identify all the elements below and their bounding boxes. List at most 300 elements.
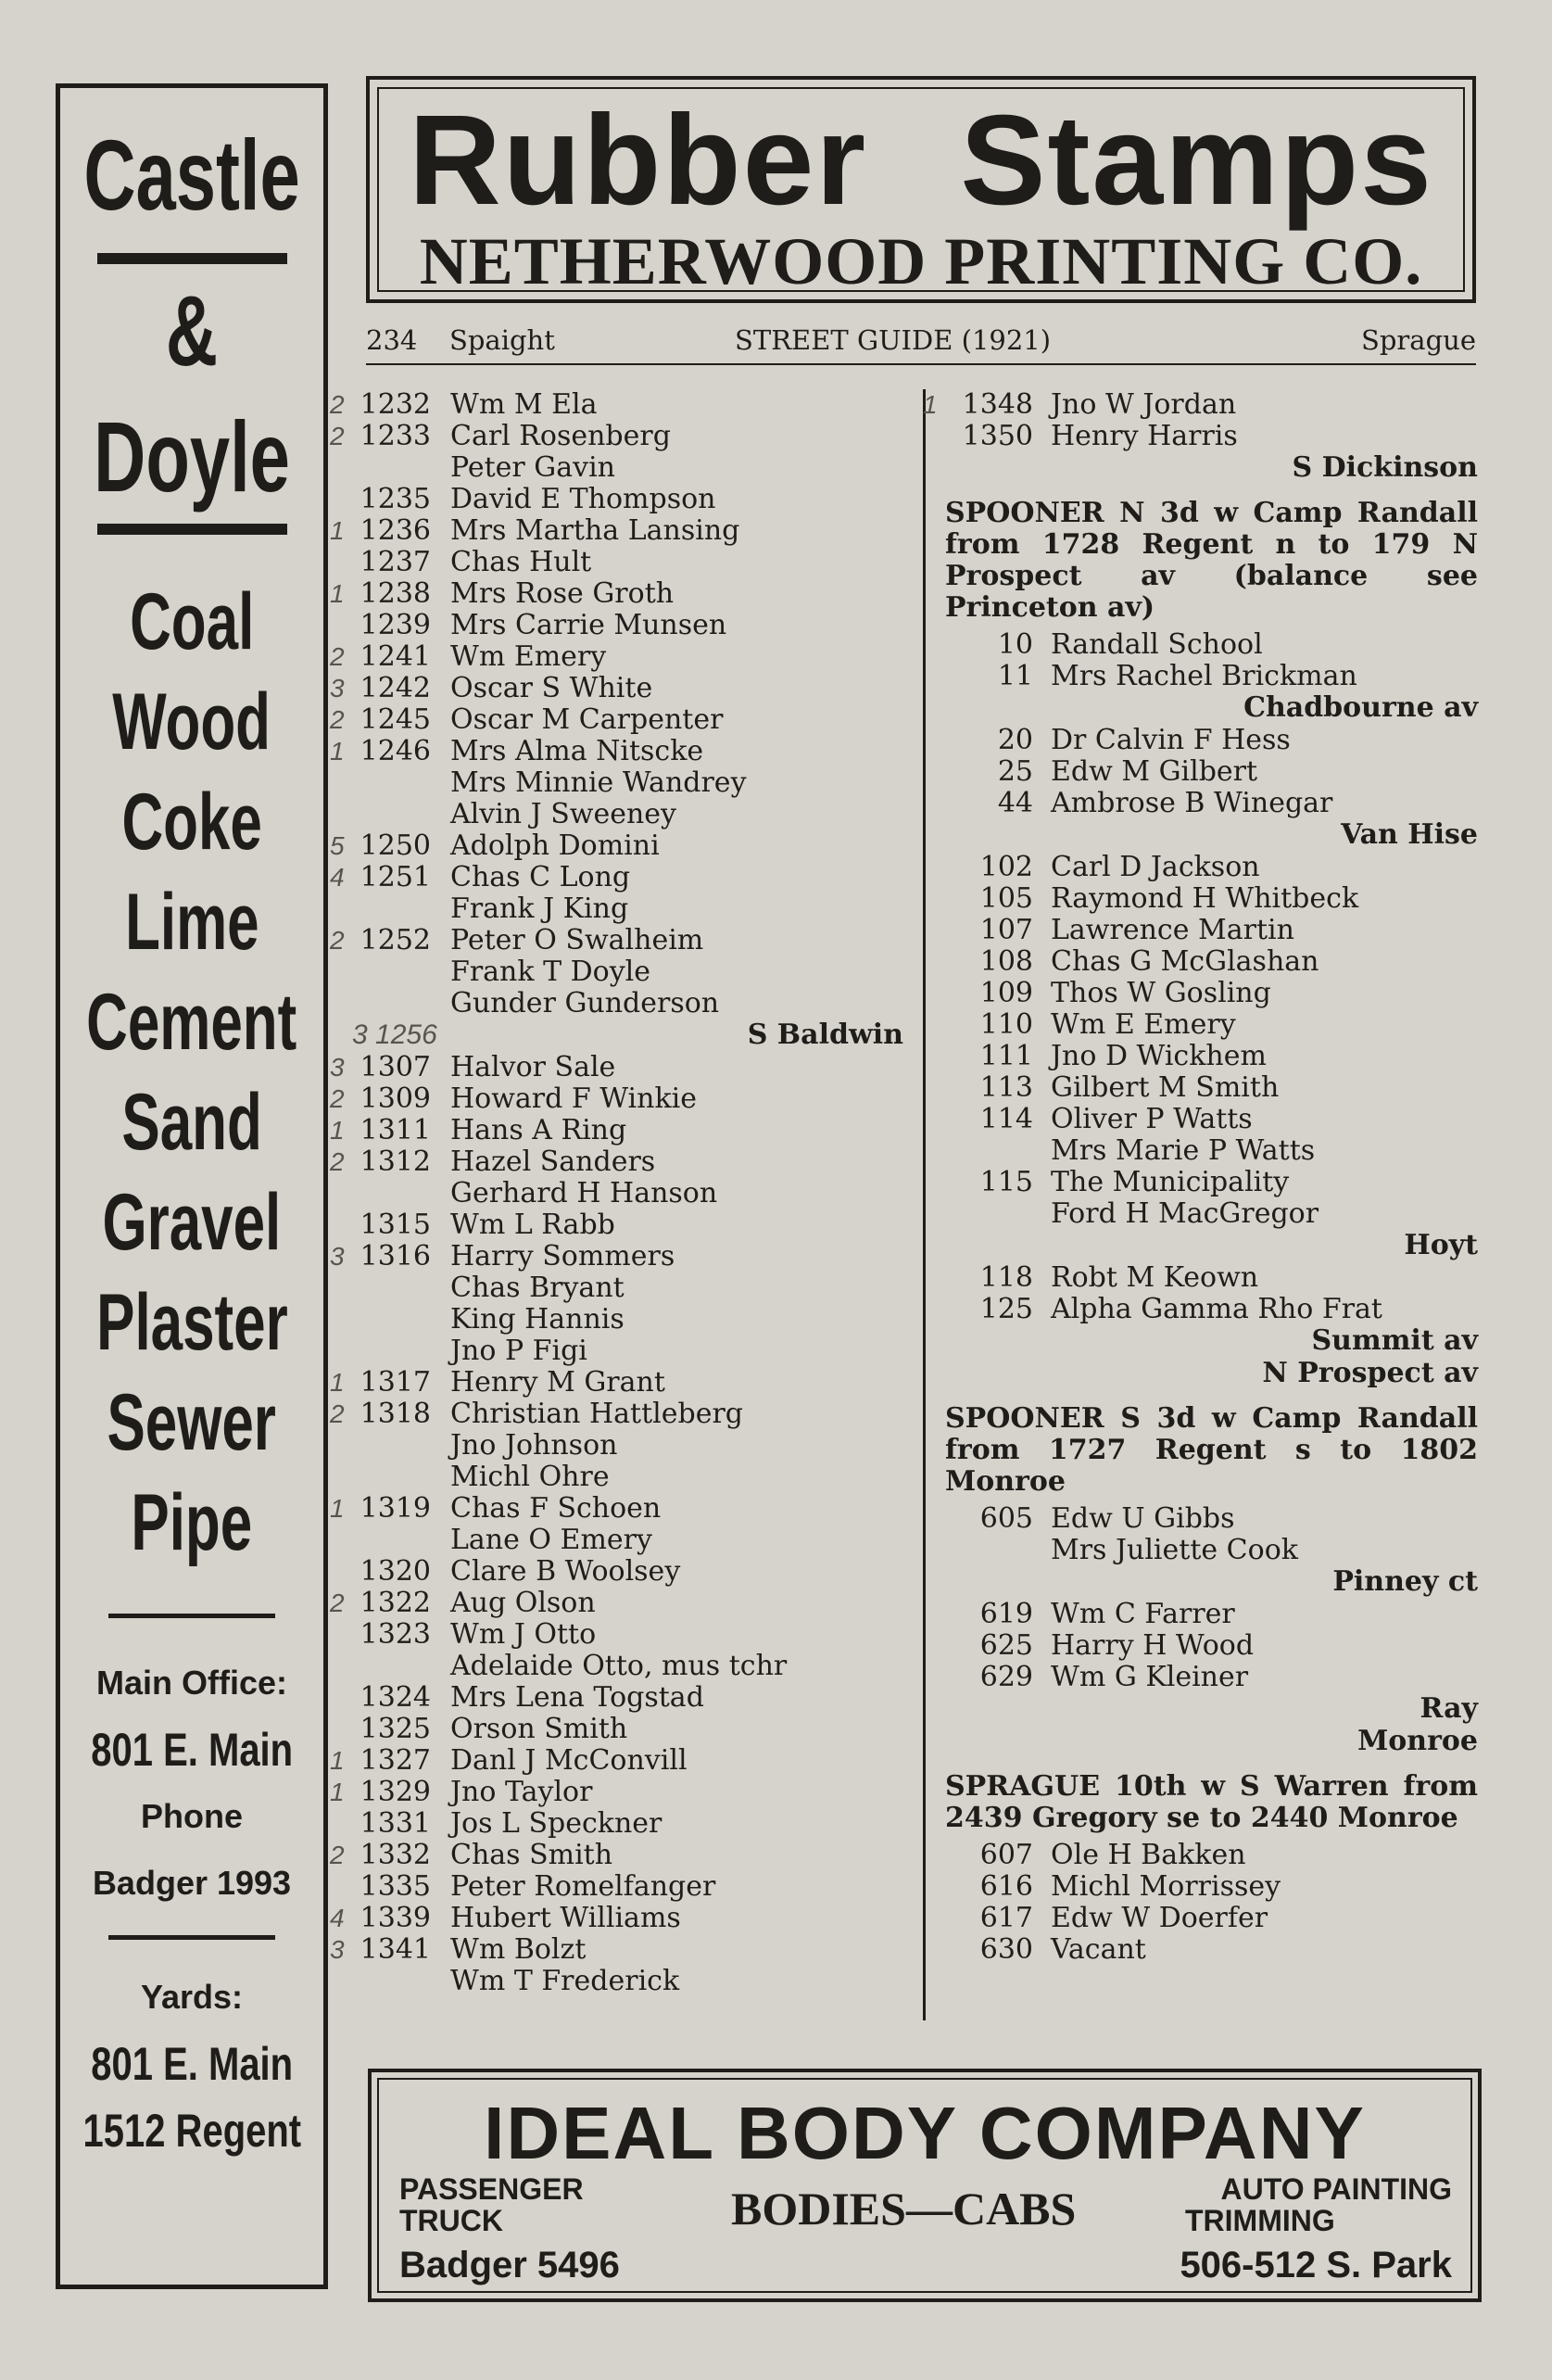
- handwritten-mark: 2: [330, 1589, 345, 1617]
- house-number: 1252: [360, 924, 431, 956]
- handwritten-mark: 1: [330, 1746, 345, 1775]
- resident-name: Lawrence Martin: [1051, 914, 1294, 946]
- directory-entry: [352, 1272, 913, 1304]
- resident-name: Thos W Gosling: [1051, 977, 1271, 1009]
- resident-name: Wm G Kleiner: [1051, 1661, 1249, 1693]
- resident-name: Aug Olson: [450, 1587, 596, 1619]
- yards-label: Yards:: [140, 1978, 244, 2016]
- house-number: 1350: [962, 420, 1033, 452]
- resident-name: Mrs Rachel Brickman: [1051, 660, 1357, 692]
- directory-entry: [330, 829, 913, 862]
- directory-entry: [352, 1966, 913, 1997]
- street-heading: SPRAGUE 10th w S Warren from 2439 Gregory se to 2440 Monroe: [945, 1770, 1478, 1834]
- house-number: 1241: [360, 640, 431, 673]
- directory-entry: [330, 1776, 913, 1808]
- ad-product-lime: Lime: [124, 878, 259, 967]
- house-number: 111: [979, 1040, 1033, 1072]
- house-number: 1324: [360, 1681, 431, 1714]
- main-office-address: 801 E. Main: [91, 1724, 293, 1776]
- house-number: 1239: [360, 609, 431, 641]
- handwritten-mark: 3: [330, 674, 345, 703]
- resident-name: Ambrose B Winegar: [1051, 787, 1333, 819]
- directory-entry: [945, 1662, 1478, 1693]
- resident-name: Adolph Domini: [450, 829, 660, 862]
- resident-name: Peter Romelfanger: [450, 1870, 716, 1903]
- house-number: 605: [979, 1502, 1033, 1535]
- directory-entry: [330, 1398, 913, 1430]
- ideal-body-company-advertisement: [368, 2069, 1482, 2302]
- handwritten-mark: 1: [330, 1494, 345, 1523]
- directory-entry: [352, 1619, 913, 1651]
- directory-entry: [945, 1135, 1478, 1167]
- handwritten-mark: 2: [330, 390, 345, 419]
- column-divider: [923, 389, 926, 2020]
- header-first-street: Spaight: [449, 324, 555, 356]
- directory-entry: [352, 452, 913, 484]
- main-office-label: Main Office:: [95, 1664, 287, 1702]
- house-number: 1237: [360, 546, 431, 578]
- ad-services: BODIES—CABS: [731, 2183, 1077, 2234]
- resident-name: Adelaide Otto, mus tchr: [450, 1650, 788, 1682]
- cross-street: N Prospect av: [1262, 1357, 1478, 1389]
- ad-product-sand: Sand: [121, 1078, 262, 1167]
- house-number: 1242: [360, 672, 431, 704]
- running-header: [366, 324, 1476, 365]
- handwritten-note: 3 1256: [352, 1019, 437, 1050]
- ad-brand-doyle: Doyle: [94, 400, 290, 513]
- directory-entry: [945, 852, 1478, 883]
- resident-name: Wm Bolzt: [450, 1933, 587, 1966]
- resident-name: Danl J McConvill: [450, 1744, 688, 1777]
- directory-entry: [945, 978, 1478, 1009]
- resident-name: Jno D Wickhem: [1051, 1040, 1267, 1072]
- handwritten-mark: 1: [330, 737, 345, 766]
- house-number: 113: [979, 1071, 1033, 1104]
- ad-address: 506-512 S. Park: [1180, 2245, 1452, 2285]
- ad-product-cement: Cement: [86, 978, 297, 1067]
- house-number: 10: [997, 628, 1033, 661]
- cross-street: S Baldwin: [747, 1019, 903, 1051]
- directory-entry: [330, 1051, 913, 1083]
- resident-name: Jos L Speckner: [450, 1807, 662, 1840]
- house-number: 110: [979, 1008, 1033, 1041]
- resident-name: Hubert Williams: [450, 1902, 681, 1934]
- directory-entry: [330, 672, 913, 704]
- handwritten-mark: 2: [330, 642, 345, 671]
- page-number: 234: [366, 324, 418, 356]
- house-number: 125: [979, 1293, 1033, 1325]
- resident-name: Michl Ohre: [450, 1461, 610, 1493]
- resident-name: Wm C Farrer: [1051, 1598, 1235, 1630]
- resident-name: Wm E Emery: [1051, 1008, 1236, 1041]
- directory-entry: [330, 735, 913, 767]
- ad-product-coke: Coke: [121, 778, 262, 867]
- right-column: [923, 388, 1478, 1966]
- handwritten-mark: 2: [330, 1399, 345, 1428]
- resident-name: Chas F Schoen: [450, 1492, 662, 1525]
- handwritten-mark: 4: [330, 1904, 345, 1932]
- directory-entry: [352, 988, 913, 1019]
- resident-name: Michl Morrissey: [1051, 1870, 1281, 1903]
- handwritten-mark: 2: [330, 1841, 345, 1869]
- house-number: 1335: [360, 1870, 431, 1903]
- street-heading: SPOONER N 3d w Camp Randall from 1728 Regent n to 179 N Prospect av (balance see Princeton av): [945, 497, 1478, 624]
- cross-street: Van Hise: [1341, 818, 1478, 851]
- directory-entry: [330, 1902, 913, 1934]
- resident-name: Wm T Frederick: [450, 1965, 680, 1997]
- resident-name: Chas G McGlashan: [1051, 945, 1319, 978]
- directory-entry: [945, 1262, 1478, 1294]
- resident-name: Mrs Carrie Munsen: [450, 609, 727, 641]
- house-number: 1341: [360, 1933, 431, 1966]
- directory-entry: [945, 1041, 1478, 1072]
- ad-brand-castle: Castle: [83, 119, 300, 231]
- directory-entry: [330, 420, 913, 452]
- directory-entry: [330, 1146, 913, 1178]
- directory-entry: [945, 1072, 1478, 1104]
- ad-product-coal: Coal: [129, 577, 255, 666]
- directory-entry: [352, 610, 913, 641]
- house-number: 1309: [360, 1082, 431, 1115]
- ad-auto-painting: AUTO PAINTING: [1220, 2172, 1452, 2206]
- handwritten-mark: 5: [330, 831, 345, 860]
- house-number: 629: [979, 1661, 1033, 1693]
- resident-name: Henry M Grant: [450, 1366, 665, 1399]
- yard-address-2: 1512 Regent: [82, 2105, 301, 2157]
- ad-inner-border: [377, 2078, 1472, 2293]
- resident-name: Chas Bryant: [450, 1272, 625, 1304]
- house-number: 1307: [360, 1051, 431, 1083]
- resident-name: Carl Rosenberg: [450, 420, 671, 452]
- resident-name: Harry Sommers: [450, 1240, 675, 1272]
- house-number: 1348: [962, 388, 1033, 421]
- phone-number: Badger 1993: [92, 1864, 292, 1902]
- resident-name: Chas C Long: [450, 861, 631, 893]
- resident-name: Oscar S White: [450, 672, 653, 704]
- ad-product-sewer: Sewer: [107, 1378, 277, 1467]
- ad-company-name: IDEAL BODY COMPANY: [484, 2092, 1366, 2174]
- ad-divider: [108, 1935, 275, 1940]
- house-number: 1232: [360, 388, 431, 421]
- house-number: 107: [979, 914, 1033, 946]
- house-number: 25: [997, 755, 1033, 788]
- resident-name: Jno P Figi: [450, 1335, 587, 1367]
- directory-entry: [945, 915, 1478, 946]
- directory-entry: [330, 1744, 913, 1777]
- ad-headline: Rubber Stamps: [409, 89, 1433, 232]
- house-number: 1251: [360, 861, 431, 893]
- directory-entry: [352, 1336, 913, 1367]
- house-number: 1322: [360, 1587, 431, 1619]
- resident-name: Orson Smith: [450, 1713, 628, 1745]
- house-number: 1250: [360, 829, 431, 862]
- resident-name: Jno W Jordan: [1051, 388, 1237, 421]
- directory-entry: [352, 1808, 913, 1840]
- resident-name: Wm J Otto: [450, 1618, 597, 1651]
- directory-entry: [352, 1556, 913, 1588]
- directory-entry: [923, 388, 1478, 421]
- handwritten-mark: 1: [923, 390, 938, 419]
- phone-label: Phone: [140, 1797, 243, 1835]
- house-number: 1245: [360, 703, 431, 736]
- resident-name: Henry Harris: [1051, 420, 1238, 452]
- directory-entry: [945, 421, 1478, 452]
- directory-entry: [945, 1934, 1478, 1966]
- directory-entry: [330, 1240, 913, 1272]
- directory-entry: [352, 893, 913, 925]
- directory-entry: [352, 1714, 913, 1745]
- resident-name: Randall School: [1051, 628, 1263, 661]
- ad-passenger: PASSENGER: [399, 2172, 584, 2206]
- resident-name: Gerhard H Hanson: [450, 1177, 718, 1209]
- left-column: [330, 388, 913, 1997]
- handwritten-mark: 1: [330, 516, 345, 545]
- house-number: 109: [979, 977, 1033, 1009]
- directory-entry: [352, 484, 913, 515]
- directory-entry: [945, 1630, 1478, 1662]
- resident-name: Hazel Sanders: [450, 1146, 656, 1178]
- house-number: 1323: [360, 1618, 431, 1651]
- directory-entry: [330, 514, 913, 547]
- cross-street: Chadbourne av: [1243, 691, 1478, 724]
- directory-entry: [352, 1525, 913, 1556]
- handwritten-mark: 2: [330, 1084, 345, 1113]
- directory-entry: [352, 1430, 913, 1462]
- handwritten-mark: 2: [330, 422, 345, 450]
- directory-entry: [945, 1871, 1478, 1903]
- ad-product-plaster: Plaster: [95, 1278, 288, 1367]
- resident-name: Gilbert M Smith: [1051, 1071, 1280, 1104]
- header-last-street: Sprague: [1361, 324, 1476, 356]
- house-number: 1233: [360, 420, 431, 452]
- house-number: 1315: [360, 1209, 431, 1241]
- house-number: 616: [979, 1870, 1033, 1903]
- resident-name: Mrs Marie P Watts: [1051, 1134, 1316, 1167]
- directory-entry: [945, 725, 1478, 756]
- resident-name: Mrs Martha Lansing: [450, 514, 740, 547]
- directory-entry: [330, 1933, 913, 1966]
- house-number: 105: [979, 882, 1033, 915]
- house-number: 617: [979, 1902, 1033, 1934]
- ad-truck: TRUCK: [399, 2204, 503, 2237]
- house-number: 108: [979, 945, 1033, 978]
- directory-entry: [945, 1503, 1478, 1535]
- resident-name: Lane O Emery: [450, 1524, 652, 1556]
- cross-street: Monroe: [1357, 1725, 1478, 1757]
- house-number: 625: [979, 1629, 1033, 1662]
- directory-entry: [352, 767, 913, 799]
- house-number: 118: [979, 1261, 1033, 1294]
- house-number: 1317: [360, 1366, 431, 1399]
- directory-entry: [945, 1599, 1478, 1630]
- resident-name: Mrs Lena Togstad: [450, 1681, 704, 1714]
- resident-name: Clare B Woolsey: [450, 1555, 681, 1588]
- resident-name: Ford H MacGregor: [1051, 1197, 1319, 1230]
- handwritten-mark: 1: [330, 1778, 345, 1806]
- resident-name: Dr Calvin F Hess: [1051, 724, 1291, 756]
- resident-name: Mrs Rose Groth: [450, 577, 675, 610]
- house-number: 20: [997, 724, 1033, 756]
- resident-name: Wm M Ela: [450, 388, 598, 421]
- handwritten-mark: 2: [330, 705, 345, 734]
- directory-entry: [330, 640, 913, 673]
- cross-street: Ray: [1420, 1692, 1478, 1725]
- house-number: 1329: [360, 1776, 431, 1808]
- house-number: 630: [979, 1933, 1033, 1966]
- directory-entry: [945, 629, 1478, 661]
- directory-entry: [352, 547, 913, 578]
- handwritten-mark: 3: [330, 1935, 345, 1964]
- house-number: 1238: [360, 577, 431, 610]
- handwritten-mark: 1: [330, 579, 345, 608]
- cross-street: Summit av: [1311, 1324, 1478, 1357]
- directory-entry: [352, 1871, 913, 1903]
- handwritten-mark: 2: [330, 926, 345, 955]
- resident-name: Chas Smith: [450, 1839, 613, 1871]
- ad-brand-ampersand: &: [165, 274, 219, 386]
- resident-name: Wm L Rabb: [450, 1209, 615, 1241]
- resident-name: Vacant: [1051, 1933, 1146, 1966]
- house-number: 102: [979, 851, 1033, 883]
- resident-name: Peter Gavin: [450, 451, 615, 484]
- directory-entry: [330, 577, 913, 610]
- house-number: 1319: [360, 1492, 431, 1525]
- resident-name: King Hannis: [450, 1303, 625, 1336]
- house-number: 11: [997, 660, 1033, 692]
- handwritten-mark: 1: [330, 1116, 345, 1145]
- ad-product-gravel: Gravel: [102, 1178, 282, 1267]
- directory-entry: [352, 1178, 913, 1209]
- directory-entry: [945, 1009, 1478, 1041]
- resident-name: Carl D Jackson: [1051, 851, 1260, 883]
- directory-entry: [330, 388, 913, 421]
- directory-entry: [945, 1104, 1478, 1135]
- directory-entry: [352, 956, 913, 988]
- directory-entry: [945, 946, 1478, 978]
- directory-entry: [945, 883, 1478, 915]
- cross-street: Hoyt: [1404, 1229, 1478, 1261]
- resident-name: Harry H Wood: [1051, 1629, 1255, 1662]
- yard-address-1: 801 E. Main: [91, 2038, 293, 2090]
- directory-entry: [352, 1682, 913, 1714]
- directory-entry: [330, 861, 913, 893]
- resident-name: David E Thompson: [450, 483, 716, 515]
- house-number: 1318: [360, 1398, 431, 1430]
- castle-doyle-advertisement: [56, 83, 328, 2289]
- resident-name: Halvor Sale: [450, 1051, 616, 1083]
- house-number: 1235: [360, 483, 431, 515]
- directory-entry: [945, 1294, 1478, 1325]
- rubber-stamps-advertisement: [366, 76, 1476, 303]
- handwritten-mark: 2: [330, 1147, 345, 1176]
- house-number: 1316: [360, 1240, 431, 1272]
- directory-entry: [330, 1587, 913, 1619]
- directory-entry: [330, 1114, 913, 1146]
- resident-name: Oliver P Watts: [1051, 1103, 1253, 1135]
- directory-entry: [945, 1840, 1478, 1871]
- house-number: 1311: [360, 1114, 431, 1146]
- house-number: 1320: [360, 1555, 431, 1588]
- resident-name: Mrs Alma Nitscke: [450, 735, 704, 767]
- house-number: 607: [979, 1839, 1033, 1871]
- directory-entry: [330, 1082, 913, 1115]
- directory-entry: [330, 1492, 913, 1525]
- resident-name: Edw U Gibbs: [1051, 1502, 1235, 1535]
- resident-name: Christian Hattleberg: [450, 1398, 744, 1430]
- directory-entry: [945, 661, 1478, 692]
- directory-entry: [330, 703, 913, 736]
- house-number: 619: [979, 1598, 1033, 1630]
- resident-name: Robt M Keown: [1051, 1261, 1259, 1294]
- directory-entry: [352, 1462, 913, 1493]
- handwritten-mark: 1: [330, 1368, 345, 1397]
- resident-name: Gunder Gunderson: [450, 987, 720, 1019]
- ad-rule: [97, 253, 287, 264]
- resident-name: Mrs Minnie Wandrey: [450, 766, 747, 799]
- resident-name: Edw M Gilbert: [1051, 755, 1258, 788]
- resident-name: Jno Taylor: [450, 1776, 593, 1808]
- house-number: 1327: [360, 1744, 431, 1777]
- house-number: 114: [979, 1103, 1033, 1135]
- house-number: 1325: [360, 1713, 431, 1745]
- house-number: 1332: [360, 1839, 431, 1871]
- handwritten-mark: 3: [330, 1053, 345, 1082]
- house-number: 1246: [360, 735, 431, 767]
- directory-entry: [945, 1167, 1478, 1198]
- resident-name: Frank T Doyle: [450, 956, 651, 988]
- house-number: 115: [979, 1166, 1033, 1198]
- directory-entry: [352, 1304, 913, 1336]
- resident-name: Hans A Ring: [450, 1114, 627, 1146]
- ad-inner-border: [377, 87, 1465, 298]
- house-number: 44: [997, 787, 1033, 819]
- directory-entry: [352, 1651, 913, 1682]
- resident-name: Edw W Doerfer: [1051, 1902, 1268, 1934]
- directory-entry: [352, 799, 913, 830]
- directory-entry: [945, 1535, 1478, 1566]
- ad-trimming: TRIMMING: [1185, 2204, 1335, 2237]
- ad-company-name: NETHERWOOD PRINTING CO.: [419, 224, 1423, 298]
- directory-entry: [330, 1839, 913, 1871]
- ad-product-pipe: Pipe: [131, 1478, 253, 1567]
- ad-product-list: [45, 572, 337, 1573]
- directory-entry: [330, 1366, 913, 1399]
- resident-name: Mrs Juliette Cook: [1051, 1534, 1298, 1566]
- ad-rule: [97, 524, 287, 535]
- house-number: 1339: [360, 1902, 431, 1934]
- handwritten-mark: 4: [330, 863, 345, 892]
- ad-phone: Badger 5496: [399, 2245, 620, 2285]
- resident-name: Raymond H Whitbeck: [1051, 882, 1359, 915]
- resident-name: Ole H Bakken: [1051, 1839, 1246, 1871]
- directory-entry: [945, 1903, 1478, 1934]
- page-title: STREET GUIDE (1921): [735, 324, 1052, 356]
- directory-entry: [352, 1209, 913, 1241]
- cross-street: S Dickinson: [1292, 451, 1478, 484]
- house-number: 1331: [360, 1807, 431, 1840]
- resident-name: Peter O Swalheim: [450, 924, 704, 956]
- resident-name: Chas Hult: [450, 546, 592, 578]
- resident-name: Wm Emery: [450, 640, 607, 673]
- resident-name: Oscar M Carpenter: [450, 703, 724, 736]
- resident-name: The Municipality: [1051, 1166, 1290, 1198]
- ad-product-wood: Wood: [112, 677, 271, 766]
- resident-name: Frank J King: [450, 892, 629, 925]
- cross-street: Pinney ct: [1332, 1565, 1478, 1598]
- resident-name: Howard F Winkie: [450, 1082, 697, 1115]
- resident-name: Jno Johnson: [450, 1429, 618, 1462]
- directory-entry: [945, 756, 1478, 788]
